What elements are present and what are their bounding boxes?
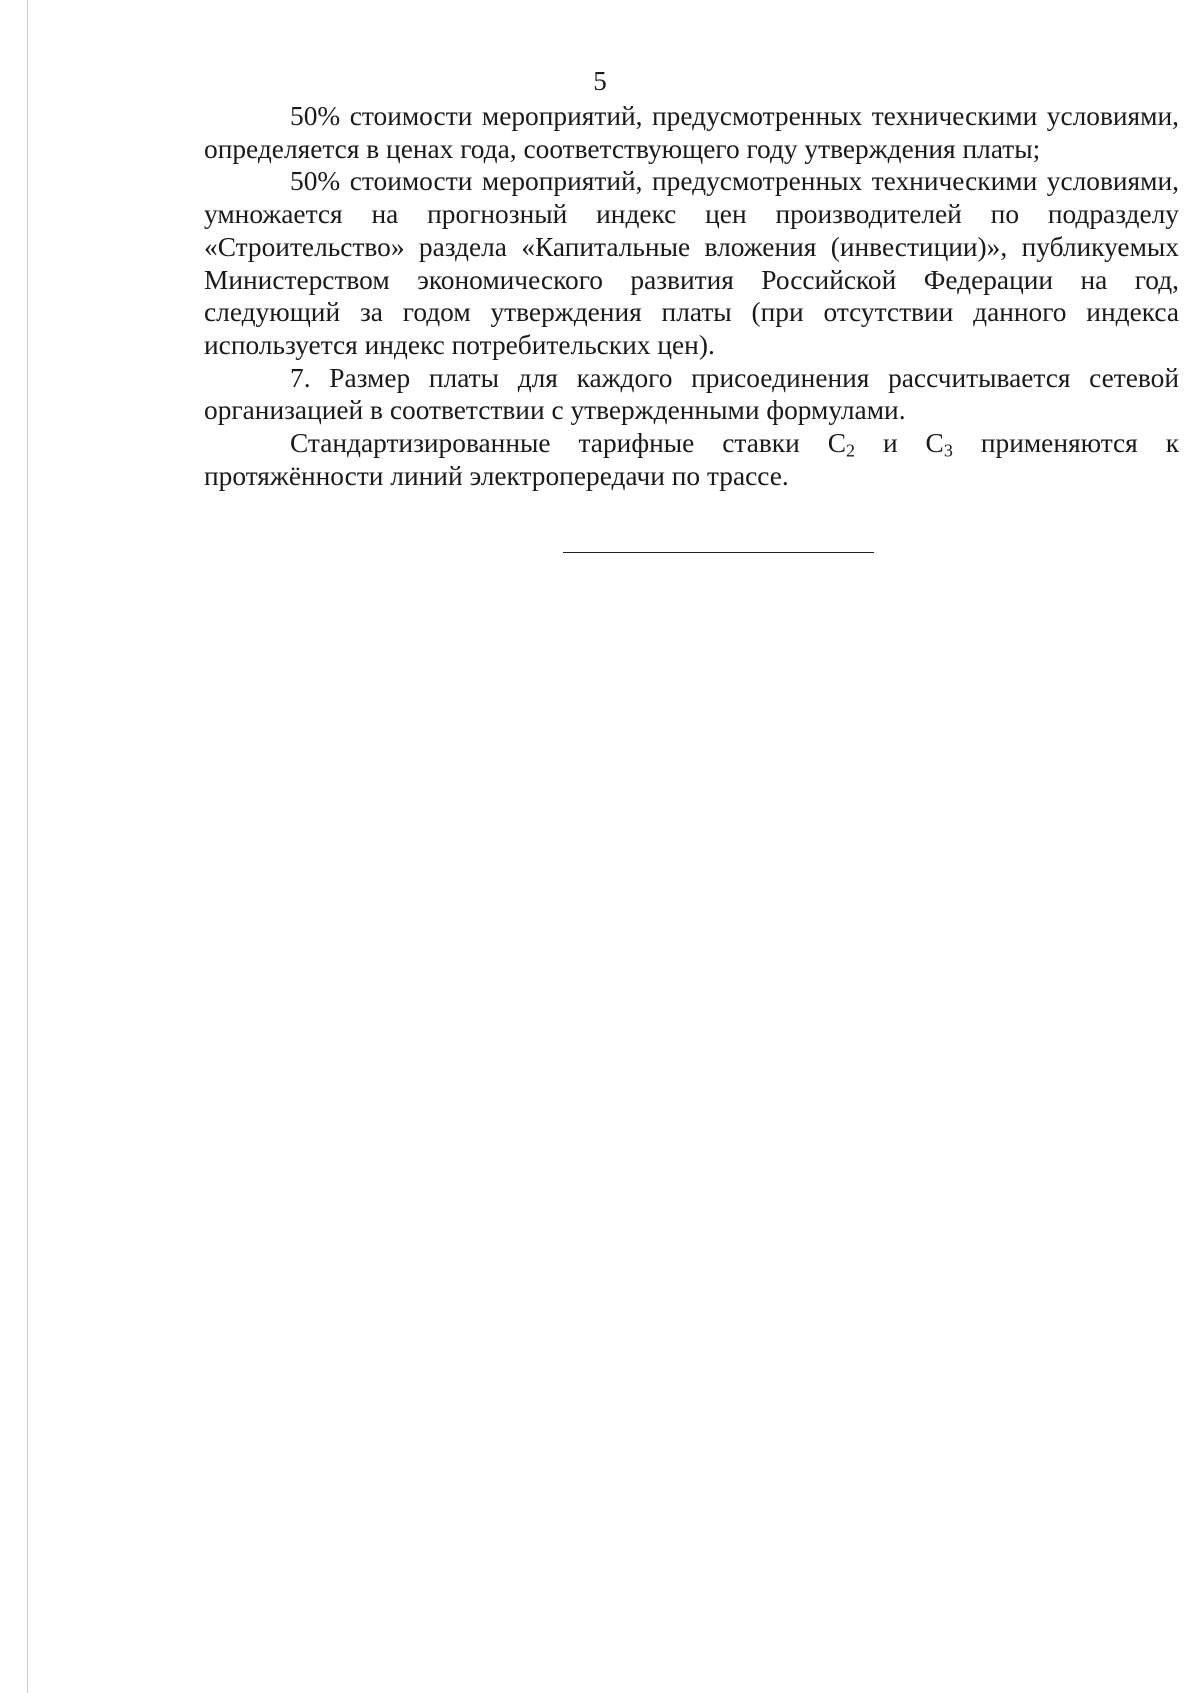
page-number: 5 bbox=[593, 66, 607, 96]
paragraph-fee-calculation: 7. Размер платы для каждого присоединения рассчитывается сетевой организацией в соответствии с утвержденными формулами. bbox=[204, 362, 1179, 426]
document-body bbox=[204, 100, 1179, 492]
paragraph-cost-current-prices: 50% стоимости мероприятий, предусмотренных техническими условиями, определяется в ценах года, соответствующего году утверждения платы; bbox=[204, 101, 1179, 164]
end-of-text-rule bbox=[563, 552, 874, 553]
paragraph-standard-rates bbox=[204, 427, 1179, 492]
rates-text-part1: Стандартизированные тарифные ставки С bbox=[290, 428, 846, 459]
page-left-edge bbox=[27, 0, 28, 1693]
paragraph-cost-price-index: 50% стоимости мероприятий, предусмотренных техническими условиями, умножается на прогнозный индекс цен производителей по подразделу «Строительство» раздела «Капитальные вложения (инвестиции)», публикуемых Министерством экономического развития Российской Федерации на год, следующий за годом утверждения платы (при отсутствии данного индекса используется индекс потребительских цен). bbox=[204, 166, 1179, 360]
rate-c2-subscript: 2 bbox=[845, 440, 856, 461]
rate-c3-subscript: 3 bbox=[943, 440, 953, 461]
rates-text-part2: и С bbox=[855, 428, 944, 459]
rates-text-part3: применяются к протяжённости линий электропередачи по трассе. bbox=[204, 428, 1180, 491]
